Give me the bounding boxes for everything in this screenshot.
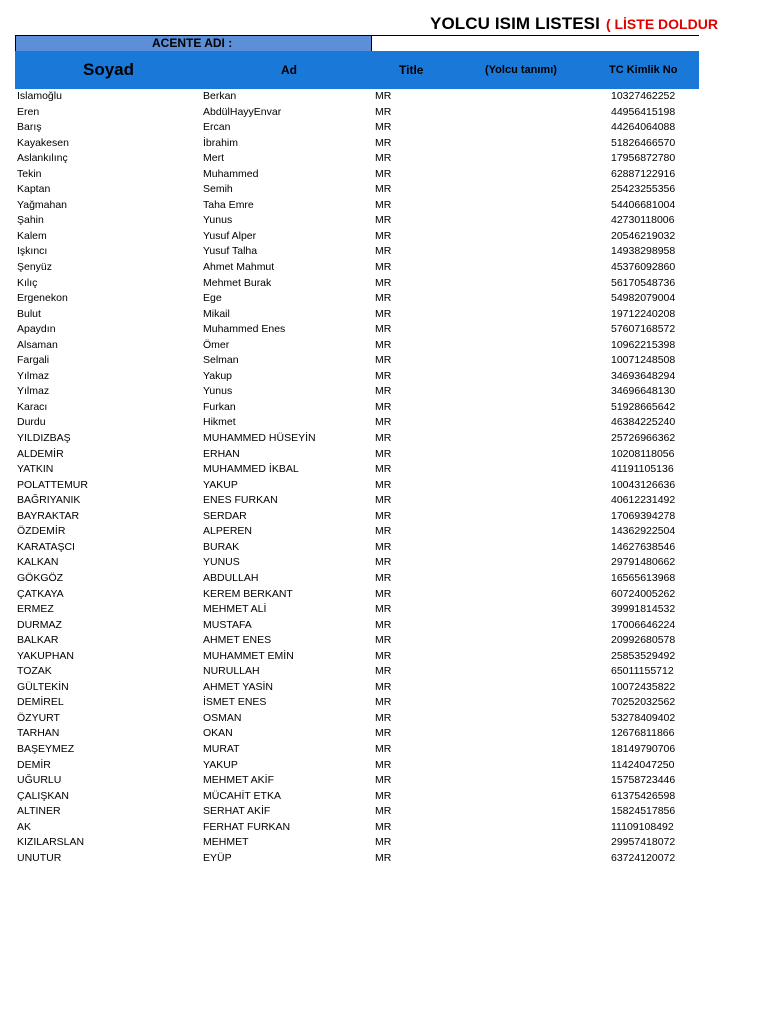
table-row [0,447,768,463]
cell-title: MR [375,416,392,429]
table-row [0,571,768,587]
cell-tc-kimlik-no: 20992680578 [611,634,676,647]
table-row [0,633,768,649]
table-row [0,120,768,136]
table-row [0,478,768,494]
cell-soyad: UNUTUR [17,851,62,864]
cell-title: MR [375,805,392,818]
table-header [15,51,699,89]
cell-tc-kimlik-no: 10208118056 [611,447,675,460]
cell-tc-kimlik-no: 60724005262 [611,587,676,600]
cell-ad: İSMET ENES [203,696,267,709]
table-row [0,540,768,556]
cell-ad: KEREM BERKANT [203,587,293,600]
cell-title: MR [375,603,392,616]
cell-tc-kimlik-no: 11424047250 [611,758,675,771]
cell-title: MR [375,90,392,102]
table-row [0,213,768,229]
cell-ad: Muhammed [203,167,259,180]
agency-label: ACENTE ADI : [152,36,233,50]
cell-soyad: Kılıç [17,276,38,289]
cell-title: MR [375,727,392,740]
cell-title: MR [375,136,392,149]
cell-ad: SERHAT AKİF [203,805,271,818]
cell-ad: Furkan [203,400,236,413]
table-row [0,244,768,260]
cell-title: MR [375,618,392,631]
cell-soyad: POLATTEMUR [17,478,88,491]
cell-soyad: Alsaman [17,338,58,351]
cell-tc-kimlik-no: 12676811866 [611,727,675,740]
cell-tc-kimlik-no: 45376092860 [611,261,676,274]
cell-tc-kimlik-no: 29957418072 [611,836,676,849]
table-row [0,664,768,680]
cell-tc-kimlik-no: 14938298958 [611,245,676,258]
cell-soyad: ÖZYURT [17,711,60,724]
cell-soyad: GÜLTEKİN [17,680,69,693]
cell-soyad: Eren [17,105,40,118]
cell-title: MR [375,789,392,802]
cell-soyad: GÖKGÖZ [17,571,64,584]
cell-ad: Muhammed Enes [203,323,286,336]
cell-tc-kimlik-no: 14627638546 [611,540,676,553]
cell-soyad: BALKAR [17,634,59,647]
cell-tc-kimlik-no: 41191105136 [611,463,674,476]
cell-ad: Taha Emre [203,198,254,211]
cell-ad: Mehmet Burak [203,276,272,289]
cell-tc-kimlik-no: 20546219032 [611,229,676,242]
cell-title: MR [375,758,392,771]
cell-soyad: TARHAN [17,727,60,740]
cell-title: MR [375,385,392,398]
cell-soyad: Aslankılınç [17,152,68,165]
cell-ad: FERHAT FURKAN [203,820,291,833]
table-row [0,151,768,167]
table-row [0,198,768,214]
cell-title: MR [375,183,392,196]
cell-ad: MÜCAHİT ETKA [203,789,281,802]
table-row [0,695,768,711]
cell-soyad: Tekin [17,167,42,180]
cell-title: MR [375,121,392,134]
cell-title: MR [375,696,392,709]
table-row [0,338,768,354]
table-row [0,322,768,338]
cell-tc-kimlik-no: 10962215398 [611,338,676,351]
cell-tc-kimlik-no: 39991814532 [611,603,676,616]
cell-soyad: DURMAZ [17,618,62,631]
page-title: YOLCU ISIM LISTESI [430,14,600,33]
cell-tc-kimlik-no: 18149790706 [611,742,676,755]
cell-ad: İbrahim [203,136,239,149]
cell-ad: YAKUP [203,758,238,771]
cell-soyad: ALTINER [17,805,61,818]
table-row [0,602,768,618]
header-soyad: Soyad [83,60,135,79]
table-row [0,400,768,416]
cell-tc-kimlik-no: 51826466570 [611,136,676,149]
document-title [430,14,718,34]
cell-tc-kimlik-no: 44264064088 [611,121,676,134]
cell-ad: Hikmet [203,416,236,429]
cell-title: MR [375,494,392,507]
cell-tc-kimlik-no: 29791480662 [611,556,676,569]
cell-ad: ENES FURKAN [203,494,278,507]
cell-soyad: Karacı [17,400,48,413]
cell-soyad: Kalem [17,229,47,242]
table-row [0,276,768,292]
cell-title: MR [375,105,392,118]
cell-ad: BURAK [203,540,240,553]
page-subtitle: ( LİSTE DOLDUR [605,16,718,32]
table-row [0,618,768,634]
cell-tc-kimlik-no: 70252032562 [611,696,676,709]
table-row [0,462,768,478]
table-row [0,851,768,867]
cell-title: MR [375,338,392,351]
cell-soyad: Yılmaz [17,385,50,398]
cell-tc-kimlik-no: 61375426598 [611,789,676,802]
cell-title: MR [375,261,392,274]
cell-ad: MUHAMMED İKBAL [203,463,299,476]
cell-title: MR [375,447,392,460]
cell-soyad: BAYRAKTAR [17,509,80,522]
cell-tc-kimlik-no: 17006646224 [611,618,676,631]
cell-tc-kimlik-no: 15758723446 [611,774,676,787]
cell-tc-kimlik-no: 11109108492 [611,820,674,833]
table-row [0,369,768,385]
agency-row [15,35,699,52]
cell-tc-kimlik-no: 17069394278 [611,509,676,522]
cell-tc-kimlik-no: 19712240208 [611,307,676,320]
cell-tc-kimlik-no: 10071248508 [611,354,676,367]
cell-soyad: BAĞRIYANIK [17,494,81,507]
table-row [0,431,768,447]
cell-title: MR [375,369,392,382]
table-row [0,415,768,431]
cell-soyad: Şenyüz [17,261,53,274]
cell-ad: AHMET YASİN [203,680,274,693]
table-row [0,89,768,105]
cell-tc-kimlik-no: 54982079004 [611,292,676,305]
header-ad: Ad [281,63,297,77]
cell-soyad: ERMEZ [17,603,54,616]
cell-tc-kimlik-no: 65011155712 [611,665,674,678]
header-tc-kimlik-no: TC Kimlik No [609,64,678,76]
cell-title: MR [375,742,392,755]
table-row [0,229,768,245]
cell-tc-kimlik-no: 40612231492 [611,494,676,507]
cell-title: MR [375,214,392,227]
cell-ad: AHMET ENES [203,634,272,647]
cell-soyad: KARATAŞCI [17,540,75,553]
table-row [0,509,768,525]
table-row [0,555,768,571]
cell-soyad: ÖZDEMİR [17,525,66,538]
cell-ad: Semih [203,183,233,196]
cell-tc-kimlik-no: 46384225240 [611,416,676,429]
cell-ad: MURAT [203,742,240,755]
table-row [0,167,768,183]
cell-soyad: Islamoğlu [17,90,62,102]
cell-title: MR [375,478,392,491]
cell-title: MR [375,400,392,413]
cell-soyad: Işkıncı [17,245,48,258]
cell-soyad: KALKAN [17,556,59,569]
cell-tc-kimlik-no: 14362922504 [611,525,676,538]
cell-title: MR [375,634,392,647]
cell-soyad: ÇALIŞKAN [17,789,69,802]
table-row [0,758,768,774]
cell-title: MR [375,276,392,289]
cell-ad: AbdülHayyEnvar [203,105,282,118]
cell-tc-kimlik-no: 17956872780 [611,152,676,165]
cell-title: MR [375,245,392,258]
cell-ad: OSMAN [203,711,242,724]
cell-soyad: Kayakesen [17,136,69,149]
cell-title: MR [375,292,392,305]
cell-ad: OKAN [203,727,233,740]
cell-soyad: Durdu [17,416,46,429]
cell-ad: EYÜP [203,851,232,864]
cell-ad: Ege [203,292,222,305]
header-title: Title [399,63,424,77]
cell-tc-kimlik-no: 51928665642 [611,400,676,413]
table-row [0,680,768,696]
cell-title: MR [375,851,392,864]
cell-soyad: Bulut [17,307,41,320]
cell-tc-kimlik-no: 42730118006 [611,214,675,227]
cell-ad: MUHAMMED HÜSEYİN [203,432,316,445]
table-row [0,353,768,369]
cell-title: MR [375,820,392,833]
table-row [0,307,768,323]
cell-ad: MUHAMMET EMİN [203,649,294,662]
cell-tc-kimlik-no: 10327462252 [611,90,676,102]
cell-soyad: YAKUPHAN [17,649,74,662]
table-row [0,493,768,509]
cell-ad: Yakup [203,369,232,382]
cell-title: MR [375,680,392,693]
cell-ad: MEHMET AKİF [203,774,274,787]
table-row [0,384,768,400]
cell-title: MR [375,556,392,569]
table-row [0,804,768,820]
cell-soyad: BAŞEYMEZ [17,742,75,755]
cell-tc-kimlik-no: 34693648294 [611,369,676,382]
cell-soyad: ALDEMİR [17,447,64,460]
cell-soyad: Ergenekon [17,292,68,305]
cell-tc-kimlik-no: 10043126636 [611,478,676,491]
table-row [0,835,768,851]
cell-ad: ALPEREN [203,525,253,538]
cell-soyad: AK [17,820,32,833]
cell-soyad: Apaydın [17,323,56,336]
cell-soyad: ÇATKAYA [17,587,64,600]
cell-title: MR [375,649,392,662]
cell-soyad: KIZILARSLAN [17,836,85,849]
table-row [0,726,768,742]
cell-ad: Ercan [203,121,231,134]
table-row [0,711,768,727]
cell-title: MR [375,167,392,180]
cell-soyad: YILDIZBAŞ [17,432,71,445]
cell-title: MR [375,229,392,242]
cell-tc-kimlik-no: 15824517856 [611,805,676,818]
cell-soyad: Yağmahan [17,198,68,211]
cell-tc-kimlik-no: 62887122916 [611,167,676,180]
cell-ad: SERDAR [203,509,247,522]
cell-tc-kimlik-no: 34696648130 [611,385,676,398]
cell-ad: MEHMET [203,836,249,849]
cell-soyad: YATKIN [17,463,54,476]
cell-ad: Yusuf Talha [203,245,258,258]
cell-title: MR [375,509,392,522]
table-row [0,773,768,789]
cell-title: MR [375,540,392,553]
table-row [0,136,768,152]
table-row [0,649,768,665]
agency-label-cell [15,36,372,51]
cell-soyad: UĞURLU [17,774,62,787]
cell-ad: Selman [203,354,239,367]
cell-ad: Berkan [203,90,237,102]
table-row [0,291,768,307]
cell-title: MR [375,587,392,600]
cell-soyad: DEMİR [17,758,51,771]
table-row [0,105,768,121]
cell-ad: YAKUP [203,478,238,491]
cell-tc-kimlik-no: 25726966362 [611,432,676,445]
table-row [0,524,768,540]
cell-tc-kimlik-no: 16565613968 [611,571,676,584]
cell-title: MR [375,307,392,320]
cell-soyad: Kaptan [17,183,51,196]
cell-tc-kimlik-no: 44956415198 [611,105,676,118]
cell-soyad: DEMİREL [17,696,64,709]
cell-soyad: TOZAK [17,665,52,678]
cell-ad: Ömer [203,338,230,351]
cell-title: MR [375,711,392,724]
cell-title: MR [375,432,392,445]
cell-ad: ERHAN [203,447,240,460]
header-yolcu-tanimi: (Yolcu tanımı) [485,64,557,76]
passenger-table-body [0,89,768,866]
table-row [0,820,768,836]
cell-ad: Ahmet Mahmut [203,261,275,274]
cell-title: MR [375,665,392,678]
cell-title: MR [375,323,392,336]
cell-ad: Yunus [203,385,233,398]
table-row [0,260,768,276]
cell-title: MR [375,463,392,476]
cell-tc-kimlik-no: 25423255356 [611,183,676,196]
cell-soyad: Şahin [17,214,44,227]
cell-tc-kimlik-no: 53278409402 [611,711,676,724]
cell-ad: YUNUS [203,556,240,569]
agency-value-cell[interactable] [372,36,699,51]
cell-title: MR [375,836,392,849]
cell-soyad: Barış [17,121,42,134]
cell-ad: Mert [203,152,224,165]
cell-tc-kimlik-no: 10072435822 [611,680,676,693]
cell-tc-kimlik-no: 54406681004 [611,198,676,211]
cell-tc-kimlik-no: 63724120072 [611,851,676,864]
cell-soyad: Yılmaz [17,369,50,382]
cell-ad: ABDULLAH [203,571,259,584]
cell-ad: MUSTAFA [203,618,252,631]
table-row [0,182,768,198]
cell-tc-kimlik-no: 57607168572 [611,323,676,336]
cell-title: MR [375,354,392,367]
table-row [0,789,768,805]
cell-title: MR [375,152,392,165]
cell-ad: NURULLAH [203,665,260,678]
cell-title: MR [375,525,392,538]
table-row [0,587,768,603]
cell-soyad: Fargali [17,354,50,367]
cell-title: MR [375,774,392,787]
cell-tc-kimlik-no: 25853529492 [611,649,676,662]
cell-ad: MEHMET ALİ [203,603,267,616]
cell-tc-kimlik-no: 56170548736 [611,276,676,289]
table-row [0,742,768,758]
cell-ad: Yunus [203,214,233,227]
cell-ad: Yusuf Alper [203,229,257,242]
cell-title: MR [375,571,392,584]
cell-ad: Mikail [203,307,230,320]
cell-title: MR [375,198,392,211]
